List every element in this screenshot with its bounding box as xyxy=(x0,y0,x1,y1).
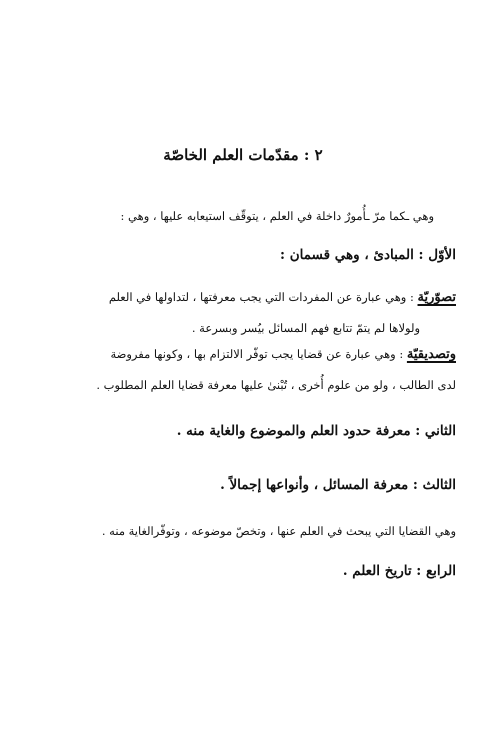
tasdiq-definition: : وهي عبارة عن قضايا يجب توفّر الالتزام بها ، وكونها مفروضة xyxy=(110,347,407,361)
second-heading: الثاني : معرفة حدود العلم والموضوع والغاية منه . xyxy=(176,423,456,439)
tasawwur-term: تصوّريّة xyxy=(417,290,456,305)
tasawwur-definition: : وهي عبارة عن المفردات التي يجب معرفتها ، لتداولها في العلم xyxy=(108,290,418,304)
tasawwur-line-1 xyxy=(109,290,456,305)
first-heading: الأوّل : المبادئ ، وهي قسمان : xyxy=(280,247,456,263)
tasawwur-line-2: ولولاها لم يتمّ تتابع فهم المسائل بيُسر وبسرعة . xyxy=(191,321,420,335)
tasdiq-line-2: لدى الطالب ، ولو من علوم أُخرى ، تُبْنىٰ عليها معرفة قضايا العلم المطلوب . xyxy=(96,378,456,392)
intro-paragraph: وهي ـكما مرّ ـأُمورٌ داخلة في العلم ، يتوقّف استيعابه عليها ، وهي : xyxy=(120,209,434,223)
tasdiq-term: وتصديقيّة xyxy=(406,347,456,362)
third-description: وهي القضايا التي يبحث في العلم عنها ، وتخصّ موضوعه ، وتوفّرالغاية منه . xyxy=(101,524,456,538)
tasdiq-line-1 xyxy=(110,347,456,362)
fourth-heading: الرابع : تاريخ العلم . xyxy=(342,563,456,579)
third-heading: الثالث : معرفة المسائل ، وأنواعها إجمالاً . xyxy=(220,477,456,493)
section-title: ٢ : مقدّمات العلم الخاصّة xyxy=(163,146,323,164)
